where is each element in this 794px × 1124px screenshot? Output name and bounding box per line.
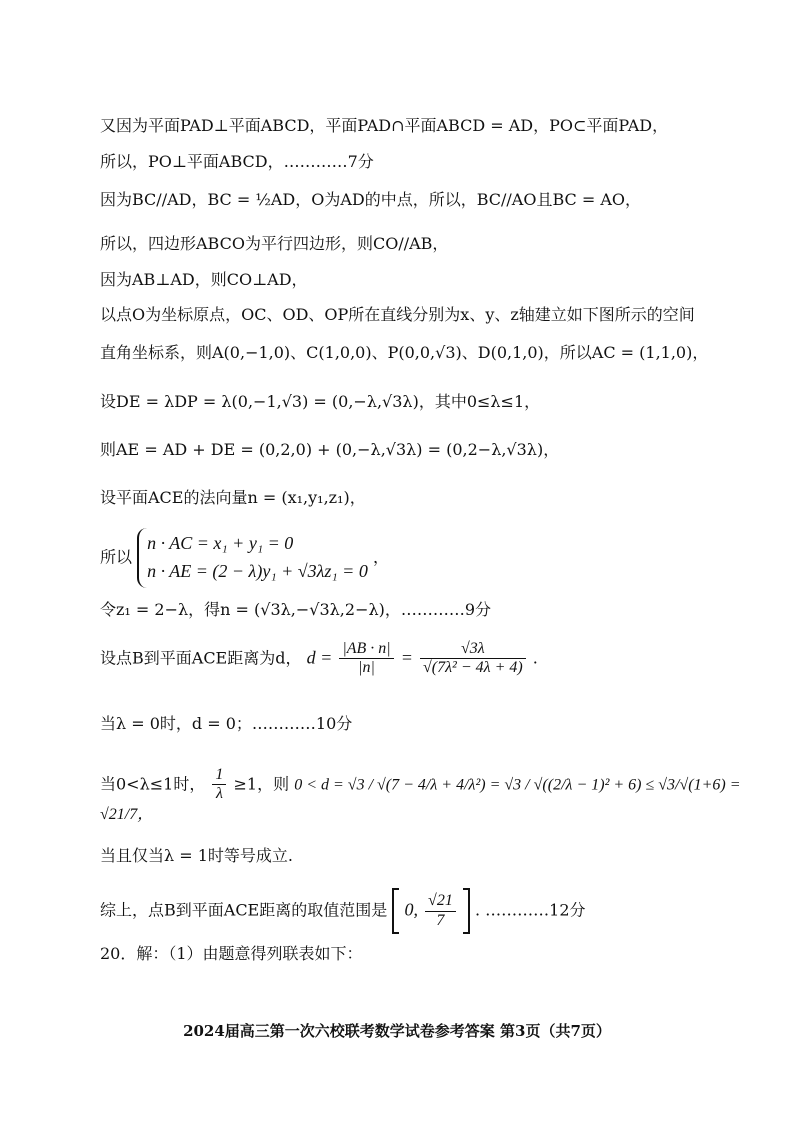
text-line-8: 设DE = λDP = λ(0,−1,√3) = (0,−λ,√3λ)，其中0≤λ≤1， [100,392,541,411]
text-line-11: 令z₁ = 2−λ，得n = (√3λ,−√3λ,2−λ)，…………9分 [100,600,492,619]
text-line-2: 所以，PO⊥平面ABCD，…………7分 [100,152,374,171]
distance-den-2: √(7λ² − 4λ + 4) [423,659,523,677]
range-left: 0, [404,899,418,920]
conclusion-line [100,888,754,934]
range-fraction [425,892,456,930]
range-den: 7 [436,911,445,929]
case2-frac-num: 1 [212,766,226,785]
text-line-14: 20．解：（1）由题意得列联表如下： [100,944,363,963]
system-prefix: 所以 [100,547,133,567]
text-line-1: 又因为平面PAD⊥平面ABCD，平面PAD∩平面ABCD = AD，PO⊂平面PAD， [100,116,669,135]
distance-suffix: . [532,648,538,668]
distance-num-1: |AB · n| [339,640,393,659]
system-suffix: ， [372,547,389,567]
equation-1: n · AC = x₁ + y₁ = 0 [147,533,294,553]
conclusion-prefix: 综上，点B到平面ACE距离的取值范围是 [100,900,388,920]
text-line-9: 则AE = AD + DE = (0,2,0) + (0,−λ,√3λ) = (0,2−λ,√3λ)， [100,440,560,459]
distance-eq: = [400,647,413,668]
text-line-12: 当λ = 0时，d = 0；…………10分 [100,714,353,733]
case2-fraction [212,766,226,804]
distance-fraction-2 [420,640,526,678]
case2-cond: ≥1，则 [233,774,290,794]
distance-prefix: 设点B到平面ACE距离为d， [100,648,302,668]
text-line-10: 设平面ACE的法向量n = (x₁,y₁,z₁)， [100,488,366,507]
case2-prefix: 当0<λ≤1时， [100,774,206,794]
distance-fraction-1 [339,640,393,678]
case2-frac-den: λ [215,785,223,803]
text-line-13: 当且仅当λ = 1时等号成立. [100,846,293,865]
distance-num-2: √3λ [420,640,526,659]
equation-system-line [100,528,754,588]
right-bracket [463,888,470,934]
text-line-3: 因为BC//AD，BC = ½AD，O为AD的中点，所以，BC//AO且BC = AO， [100,190,642,209]
distance-formula-line [100,640,754,678]
equation-2: n · AE = (2 − λ)y₁ + √3λz₁ = 0 [147,560,368,581]
range-num: √21 [425,892,456,911]
case-two-line [100,766,750,825]
text-line-4: 所以，四边形ABCO为平行四边形，则CO//AB， [100,234,449,253]
distance-den-1: |n| [358,659,375,677]
text-line-7: 直角坐标系，则A(0,−1,0)、C(1,0,0)、P(0,0,√3)、D(0,1,0)，所以AC = (1,1,0)， [100,343,709,362]
conclusion-suffix: . …………12分 [475,900,586,920]
left-bracket [392,888,399,934]
page-footer: 2024届高三第一次六校联考数学试卷参考答案 第3页（共7页） [183,1022,611,1040]
text-line-5: 因为AB⊥AD，则CO⊥AD， [100,270,308,289]
text-line-6: 以点O为坐标原点，OC、OD、OP所在直线分别为x、y、z轴建立如下图所示的空间 [100,305,695,324]
equation-system [137,528,368,588]
distance-lhs: d = [306,647,333,668]
case2-expression: 0 < d = √3 / √(7 − 4/λ + 4/λ²) = √3 / √((2/λ − 1)² + 6) ≤ √3/√(1+6) = √21/7， [100,776,741,823]
